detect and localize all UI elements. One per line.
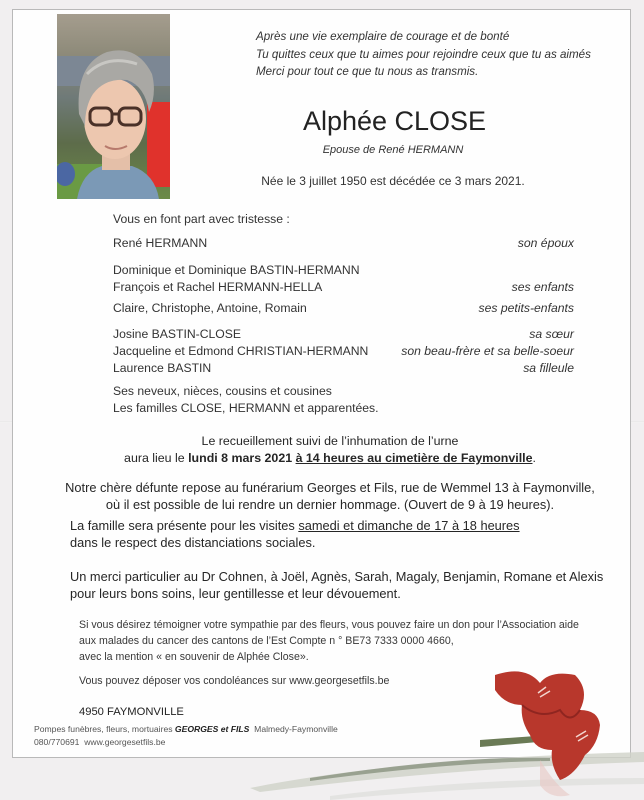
family-name: René HERMANN [113,236,208,250]
announcement-intro: Vous en font part avec tristesse : [113,212,290,226]
visits-prefix: La famille sera présente pour les visites [70,518,299,533]
family-relation: ses petits-enfants [478,301,574,315]
family-relation: son époux [517,236,574,250]
family-relation: ses enfants [511,280,574,294]
poem-line: Merci pour tout ce que tu nous as transmis. [256,65,479,79]
family-relation: sa filleule [523,361,574,375]
funeral-home-location: Malmedy-Faymonville [249,724,338,734]
family-name: Dominique et Dominique BASTIN-HERMANN [113,263,360,277]
family-relation: sa sœur [529,327,574,341]
funeral-home-phone: 080/770691 [34,737,80,747]
donation-line3: avec la mention « en souvenir de Alphée Close». [79,651,309,663]
visits-when: samedi et dimanche de 17 à 18 heures [298,518,520,533]
ceremony-date: lundi 8 mars 2021 [188,451,293,465]
poem-line: Après une vie exemplaire de courage et de bonté [256,30,510,43]
poem-line: Tu quittes ceux que tu aimes pour rejoindre ceux que tu as aimés [256,47,591,61]
condolences-text: Vous pouvez déposer vos condoléances sur www.georgesetfils.be [79,675,390,687]
ceremony-suffix: . [532,451,536,465]
visits-line1 [70,518,520,533]
family-name: Josine BASTIN-CLOSE [113,327,242,341]
address: 4950 FAYMONVILLE [79,706,184,718]
donation-line1: Si vous désirez témoigner votre sympathie par des fleurs, vous pouvez faire un don pour l’Association aide [79,619,579,631]
funeral-home-line [34,724,338,734]
family-name: Jacqueline et Edmond CHRISTIAN-HERMANN [113,344,369,358]
funeral-home-website: www.georgesetfils.be [84,737,166,747]
ceremony-prefix: aura lieu le [124,451,189,465]
funeral-home-contact [34,737,165,747]
funerarium-line2: où il est possible de lui rendre un dernier hommage. (Ouvert de 9 à 19 heures). [105,497,555,512]
donation-line2: aux malades du cancer des cantons de l’Est Compte n ° BE73 7333 0000 4660, [79,635,454,647]
ceremony-place: à 14 heures au cimetière de Faymonville [295,451,533,465]
dates-line: Née le 3 juillet 1950 est décédée ce 3 mars 2021. [261,174,525,188]
thanks-line2: pour leurs bons soins, leur gentillesse et leur dévouement. [70,586,401,601]
family-name: Claire, Christophe, Antoine, Romain [113,301,307,315]
funerarium-line1: Notre chère défunte repose au funérarium Georges et Fils, rue de Wemmel 13 à Faymonville, [65,480,595,495]
family-relation: son beau-frère et sa belle-soeur [401,344,574,358]
ceremony-line2 [0,451,644,465]
thanks-line1: Un merci particulier au Dr Cohnen, à Joël, Agnès, Sarah, Magaly, Benjamin, Romane et Alexis [70,569,604,584]
family-name: Laurence BASTIN [113,361,212,375]
funeral-home-prefix: Pompes funèbres, fleurs, mortuaires [34,724,175,734]
amaryllis-flower-icon [480,665,644,800]
spouse-line: Epouse de René HERMANN [322,144,464,156]
visits-line2: dans le respect des distanciations sociales. [70,535,316,550]
family-name: François et Rachel HERMANN-HELLA [113,280,323,294]
ceremony-line1: Le recueillement suivi de l’inhumation de l’urne [201,434,459,448]
deceased-name: Alphée CLOSE [302,106,487,136]
extended-family: Ses neveux, nièces, cousins et cousines [113,384,332,398]
poem [256,28,591,81]
funeral-home-name: GEORGES et FILS [174,724,250,734]
extended-family: Les familles CLOSE, HERMANN et apparentées. [113,401,379,415]
